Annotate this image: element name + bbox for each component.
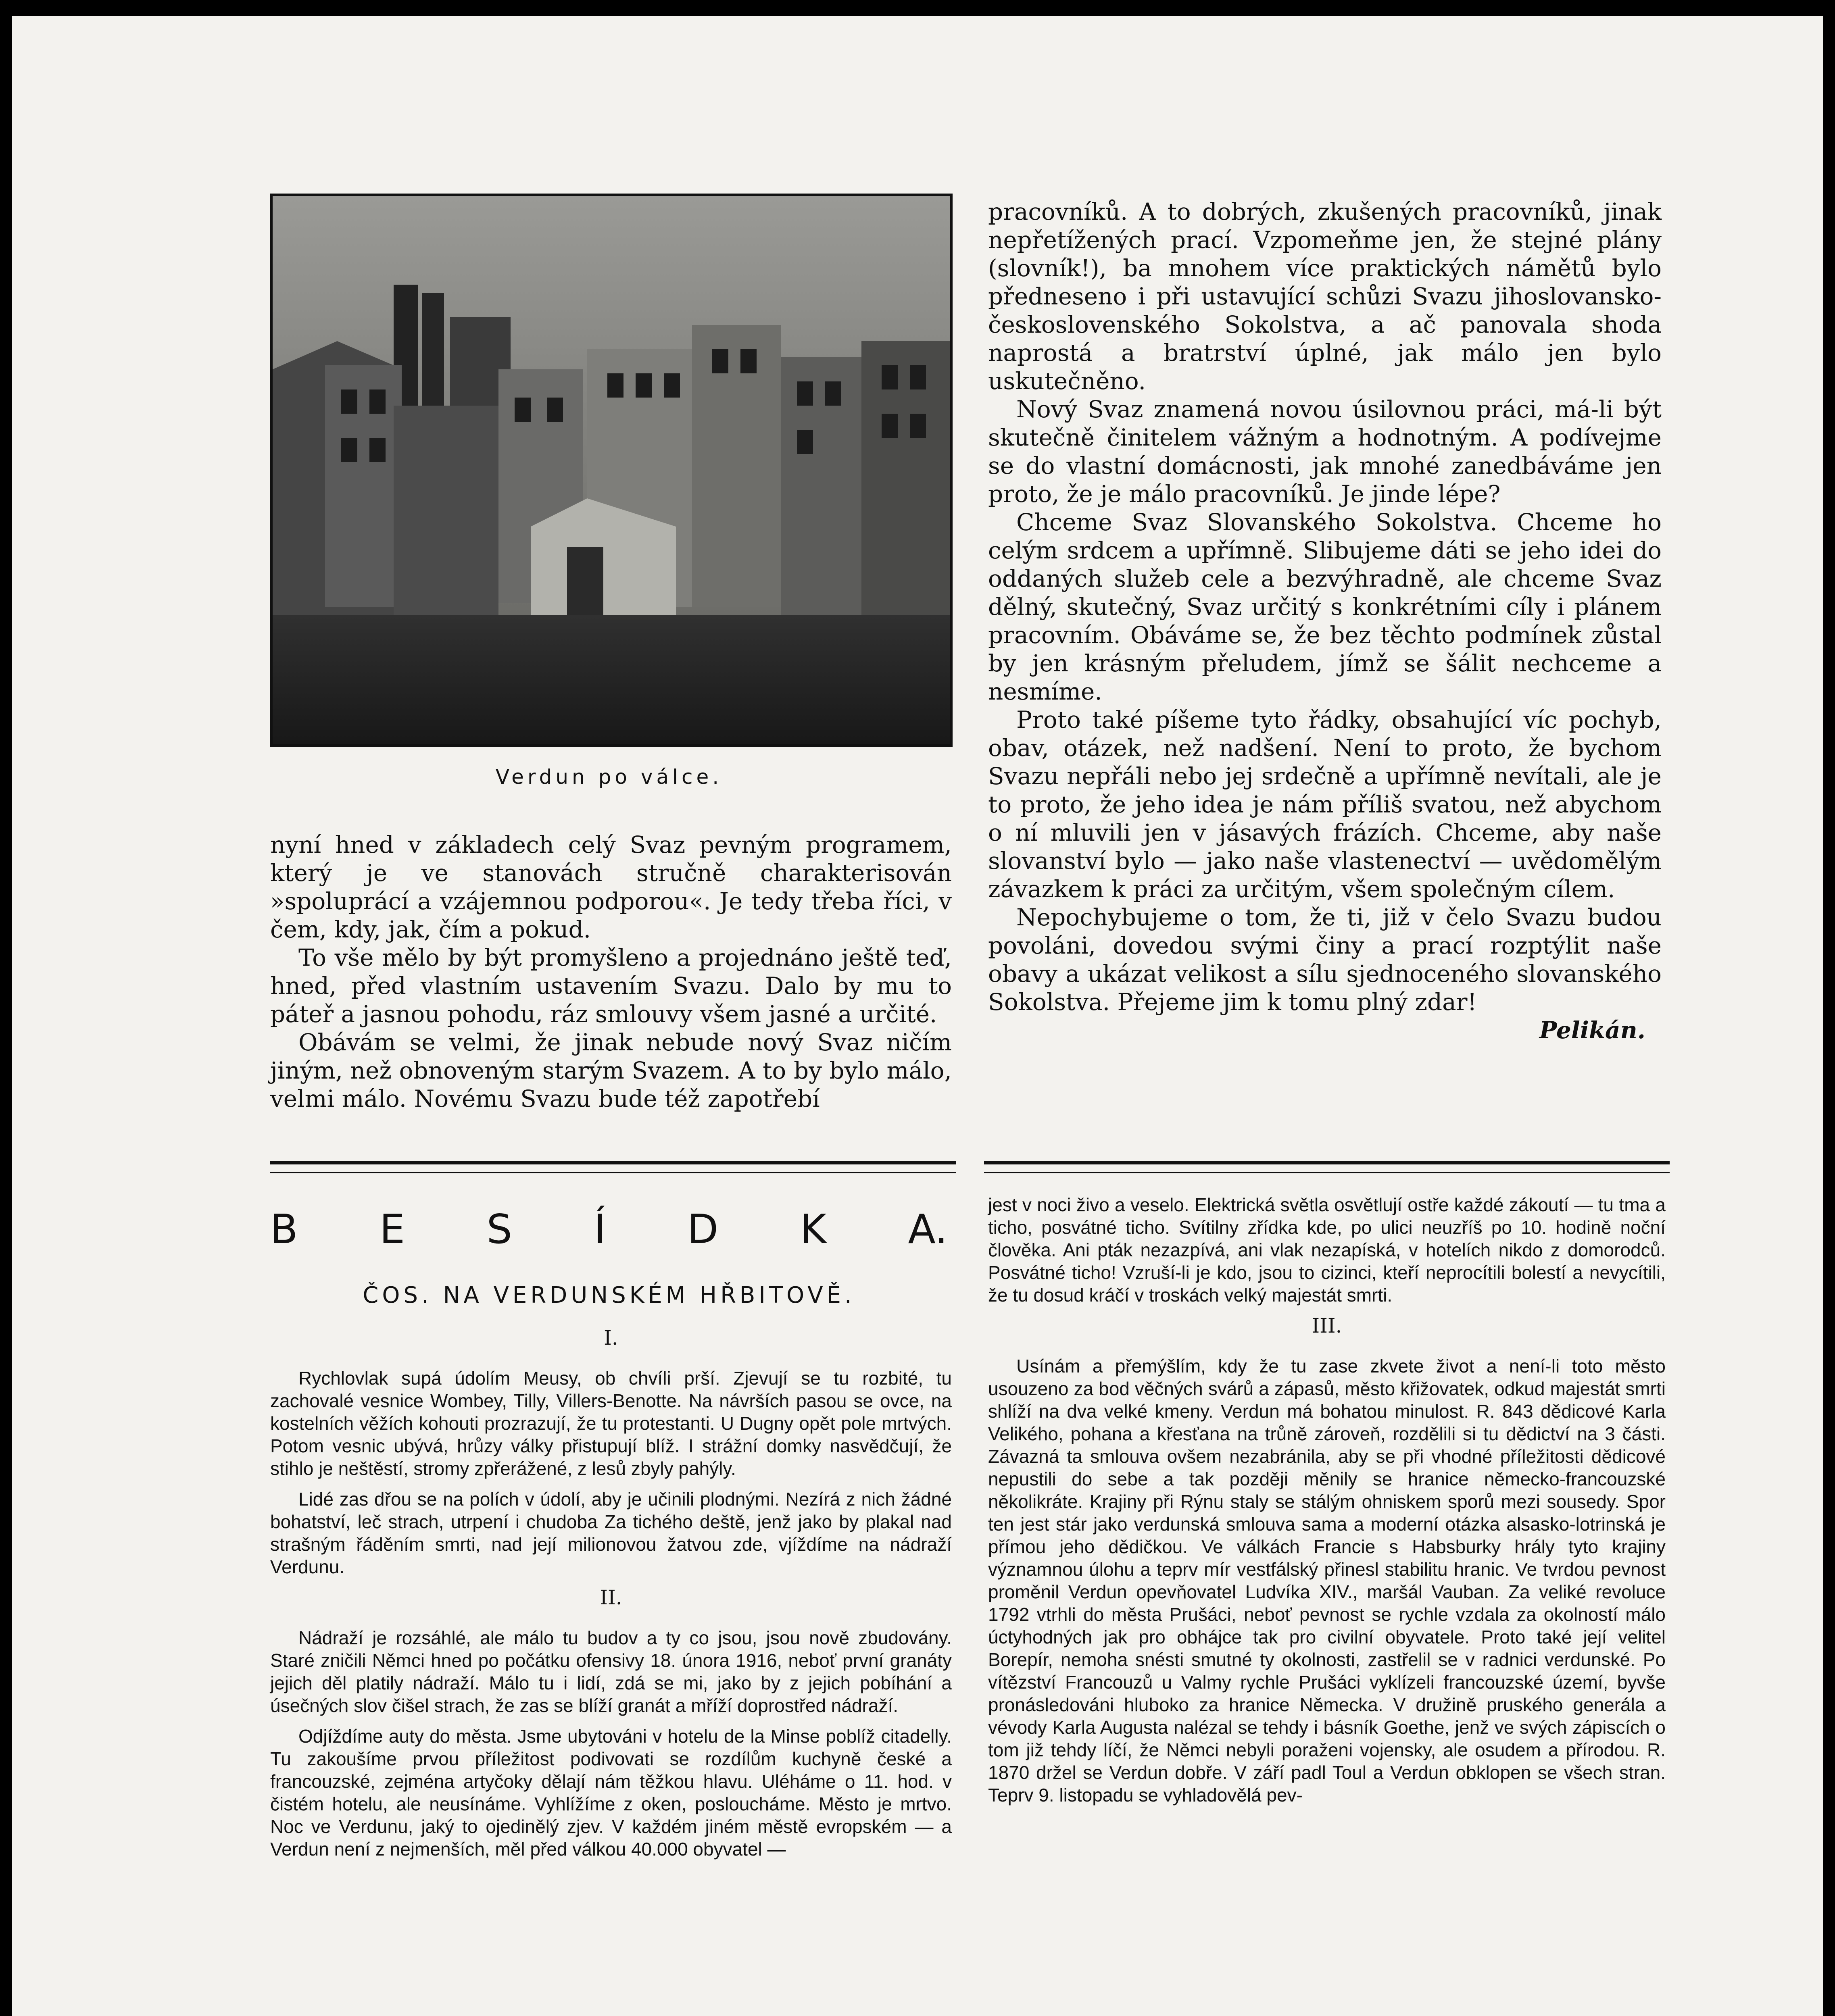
article-right-paragraph: pracovníků. A to dobrých, zkušených pracovníků, jinak nepřetížených prací. Vzpomeňme jen, že stejné plány (slovník!), ba mnohem více praktických námětů bylo předneseno i při ustavující schůzi Svazu jihoslovansko-československého Sokolstva, a ač panovala shoda naprostá a bratrství úplné, jak málo jen bylo uskutečněno. xyxy=(988,198,1662,395)
besidka-paragraph: jest v noci živo a veselo. Elektrická světla osvětlují ostře každé zákoutí — tu tma a ticho, posvátné ticho. Svítilny zřídka kde, po ulici neuzříš po 10. hodině noční člověka. Ani pták nezazpívá, ani vlak nezapíská, v hotelích nikdo z domorodců. Posvátné ticho! Vzruší-li je kdo, jsou to cizinci, kteří neprocítili bolestí a nevycítili, že tu dosud kráčí v troskách velký majestát smrti. xyxy=(988,1194,1666,1306)
article-left-column xyxy=(270,831,952,1113)
title-letter: Í xyxy=(594,1206,606,1253)
article-right-paragraph: Chceme Svaz Slovanského Sokolstva. Chceme ho celým srdcem a upřímně. Slibujeme dáti se jeho idei do oddaných služeb cele a bezvýhradně, ale chceme Svaz dělný, skutečný, Svaz určitý s konkrétními cíly i plánem pracovním. Obáváme se, že bez těchto podmínek zůstal by jen krásným přeludem, jímž se šálit nechceme a nesmíme. xyxy=(988,508,1662,705)
section-number: II. xyxy=(600,1586,622,1609)
besidka-paragraph: Nádraží je rozsáhlé, ale málo tu budov a ty co jsou, jsou nově zbudovány. Staré zničili Němci hned po počátku ofensivy 18. února 1916, neboť první granáty jejich děl platily nádraží. Málo tu i lidí, zdá se mi, jako by z jejich pobíhání a úsečných slov čišel strach, že zas se blíží granát a mříží doprostřed nádraží. xyxy=(270,1627,952,1716)
title-letter: S xyxy=(486,1206,512,1253)
besidka-paragraph: Rychlovlak supá údolím Meusy, ob chvíli prší. Zjevují se tu rozbité, tu zachovalé vesnice Wombey, Tilly, Villers-Benotte. Na návrších pasou se ovce, na kostelních věžích kohouti prozrazují, že tu protestanti. U Dugny opět pole mrtvých. Potom vesnic ubývá, hrůzy války přistupují blíž. I strážní domky nasvědčují, že stihlo je neštěstí, stromy zpřerážené, z lesů zbyly pahýly. xyxy=(270,1368,952,1479)
besidka-right-column xyxy=(988,1193,1666,1814)
section-number: I. xyxy=(604,1326,618,1350)
photo-caption: Verdun po válce. xyxy=(495,765,723,789)
besidka-paragraph: Usínám a přemýšlím, kdy že tu zase zkvete život a není-li toto město usouzeno za bod věčných svárů a zápasů, město křižovatek, odkud majestát smrti shlíží na dva velké kmeny. Verdun má bohatou minulost. R. 843 dědicové Karla Velikého, pohana a křesťana na trůně zároveň, rozdělili si tu dědictví na 3 části. Závazná ta smlouva ovšem nezabránila, aby se při vhodné příležitosti dědicové nepustili do sebe a tak později měnily se hranice německo-francouzské několikráte. Krajiny při Rýnu staly se stálým ohniskem sporů mezi sousedy. Spor ten jest stár jako verdunská smlouva sama a moderní otázka alsasko-lotrinská je přímou jeho dědičkou. Ve válkách Francie s Habsburky hrály tyto krajiny významnou úlohu a teprv mír vestfálský přinesl stabilitu hranic. Ve tvrdou pevnost proměnil Verdun opevňovatel Ludvíka XIV., maršál Vauban. Za veliké revoluce 1792 vtrhli do města Prušáci, neboť pevnost se rychle vzdala za okolností málo úctyhodných jak pro obhájce tak pro civilní obyvatele. Proto také její velitel Borepír, nemoha snésti smutné ty okolnosti, zastřelil se v radnici verdunské. Po vítězství Francouzů u Valmy rychle Prušáci vyklízeli francouzské území, byvše pronásledováni hluboko za hranice Německa. V družině pruského generála a vévody Karla Augusta nalézal se tehdy i básník Goethe, jenž ve svých zápiscích o tom již tehdy líčí, že Němci nebyli poraženi vojensky, ale osudem a přírodou. R. 1870 držel se Verdun dobře. V září padl Toul a Verdun obklopen se všech stran. Teprv 9. listopadu se vyhladovělá pev- xyxy=(988,1356,1666,1806)
page xyxy=(12,16,1823,2016)
article-right-column xyxy=(988,198,1662,1044)
article-left-paragraph: nyní hned v základech celý Svaz pevným programem, který je ve stanovách stručně charakterisován »spoluprácí a vzájemnou podporou«. Je tedy třeba říci, v čem, kdy, jak, čím a pokud. xyxy=(270,831,952,943)
title-letter: B xyxy=(270,1206,298,1253)
besidka-paragraph: Odjíždíme auty do města. Jsme ubytováni v hotelu de la Minse poblíž citadelly. Tu zakoušíme prvou příležitost podivovati se rozdílům kuchyně české a francouzské, zejména artyčoky dělají nám těžkou hlavu. Uléháme o 11. hod. v čistém hotelu, ale neusínáme. Vyhlížíme z oken, posloucháme. Město je mrtvo. Noc ve Verdunu, jaký to ojedinělý zjev. V každém jiném městě evropském — a Verdun není z nejmenších, měl před válkou 40.000 obyvatel — xyxy=(270,1726,952,1860)
article-right-paragraph: Proto také píšeme tyto řádky, obsahující víc pochyb, obav, otázek, než nadšení. Není to proto, že bychom Svazu nepřáli nebo jej srdečně a upřímně nevítali, ale je to proto, že jeho idea je nám příliš svatou, než abychom o ní mluvili jen v jásavých frázích. Chceme, aby naše slovanství bylo — jako naše vlastenectví — uvědomělým závazkem k práci za určitým, všem společným cílem. xyxy=(988,706,1662,903)
title-letter: K xyxy=(800,1206,827,1253)
article-signature: Pelikán. xyxy=(1539,1016,1645,1044)
article-right-paragraph: Nový Svaz znamená novou úsilovnou práci, má-li být skutečně činitelem vážným a hodnotným. A podívejme se do vlastní domácnosti, jak mnohé zanedbáváme jen proto, že je málo pracovníků. Je jinde lépe? xyxy=(988,396,1662,508)
title-letter: E xyxy=(379,1206,405,1253)
section-divider-right xyxy=(984,1161,1670,1173)
verdun-photo xyxy=(270,194,953,747)
article-left-paragraph: To vše mělo by být promyšleno a projednáno ještě teď, hned, před vlastním ustavením Svazu. Dalo by mu to páteř a jasnou pohodu, ráz smlouvy všem jasné a určité. xyxy=(270,944,952,1028)
besidka-subtitle: ČOS. NA VERDUNSKÉM HŘBITOVĚ. xyxy=(363,1282,855,1308)
title-letter: A. xyxy=(908,1206,948,1253)
verdun-ruins-image xyxy=(273,196,950,744)
besidka-left-column xyxy=(270,1322,952,1868)
section-number: III. xyxy=(1312,1314,1342,1337)
title-letter: D xyxy=(687,1206,719,1253)
besidka-title xyxy=(270,1206,948,1253)
article-right-paragraph: Nepochybujeme o tom, že ti, již v čelo Svazu budou povoláni, dovedou svými činy a prací rozptýlit naše obavy a ukázat velikost a sílu sjednoceného slovanského Sokolstva. Přejeme jim k tomu plný zdar! xyxy=(988,904,1662,1016)
article-left-paragraph: Obávám se velmi, že jinak nebude nový Svaz ničím jiným, než obnoveným starým Svazem. A to by bylo málo, velmi málo. Novému Svazu bude též zapotřebí xyxy=(270,1029,952,1112)
section-divider-left xyxy=(270,1161,956,1173)
besidka-paragraph: Lidé zas dřou se na polích v údolí, aby je učinili plodnými. Nezírá z nich žádné bohatství, leč strach, utrpení i chudoba Za tichého deště, jenž jako by plakal nad strašným řáděním smrti, nad její milionovou žatvou zde, vjíždíme na nádraží Verdunu. xyxy=(270,1489,952,1577)
